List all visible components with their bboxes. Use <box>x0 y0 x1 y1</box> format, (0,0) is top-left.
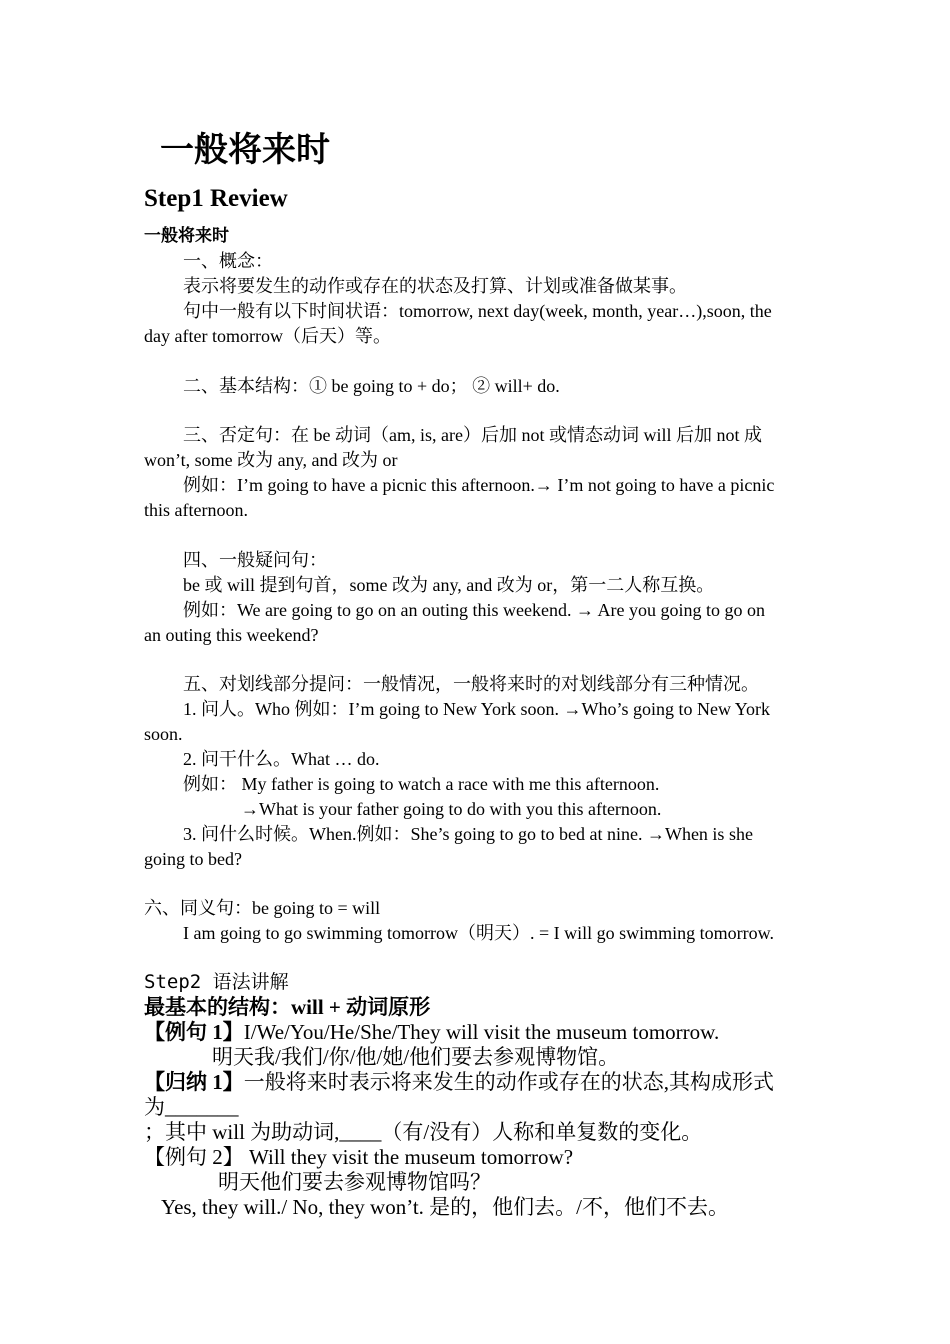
step2-heading: Step2 语法讲解 <box>144 971 289 993</box>
wh2-answer: →What is your father going to do with you this afternoon. <box>241 799 662 819</box>
example2-answer: Yes, they will./ No, they won’t. 是的，他们去。/不，他们不去。 <box>161 1195 729 1219</box>
time-adverbials-line2: day after tomorrow（后天）等。 <box>144 326 391 346</box>
step2-structure: 最基本的结构：will + 动词原形 <box>144 995 431 1019</box>
example2-text: Will they visit the museum tomorrow? <box>243 1145 574 1169</box>
step1-subheading: 一般将来时 <box>144 226 229 246</box>
wh2-rule: 2. 问干什么。What … do. <box>183 749 380 769</box>
question-rule: be 或 will 提到句首，some 改为 any, and 改为 or，第一二人称互换。 <box>183 575 715 595</box>
example1-text: I/We/You/He/She/They will visit the museum tomorrow. <box>243 1020 720 1044</box>
synonym-label: 六、同义句：be going to = will <box>144 898 381 918</box>
negative-example-line1: 例如：I’m going to have a picnic this afternoon.→ I’m not going to have a picnic <box>183 475 775 495</box>
example2-label: 【例句 2】 <box>144 1145 244 1169</box>
summary1-label: 【归纳 1】 <box>144 1070 244 1094</box>
page-title: 一般将来时 <box>160 130 330 170</box>
summary1-text: 一般将来时表示将来发生的动作或存在的状态,其构成形式 <box>243 1070 774 1094</box>
negative-example-line2: this afternoon. <box>144 500 248 520</box>
question-example-line1: 例如：We are going to go on an outing this weekend. → Are you going to go on <box>183 600 765 620</box>
wh1-line2: soon. <box>144 724 183 744</box>
question-label: 四、一般疑问句： <box>183 550 327 570</box>
step1-heading: Step1 Review <box>144 185 288 212</box>
example2-translation: 明天他们要去参观博物馆吗？ <box>218 1170 491 1194</box>
concept-label: 一、概念： <box>183 251 273 271</box>
basic-structure: 二、基本结构：① be going to + do； ② will+ do. <box>183 376 560 396</box>
example2 <box>144 1145 573 1170</box>
wh2-example: 例如： My father is going to watch a race with me this afternoon. <box>183 774 660 794</box>
question-example-line2: an outing this weekend? <box>144 625 319 645</box>
concept-text: 表示将要发生的动作或存在的状态及打算、计划或准备做某事。 <box>183 276 687 296</box>
negative-line1: 三、否定句：在 be 动词（am, is, are）后加 not 或情态动词 will 后加 not 成 <box>183 425 762 445</box>
wh3-line2: going to bed? <box>144 849 242 869</box>
fill-blank-1: _______ <box>165 1095 239 1119</box>
fill-blank-2: ____ <box>339 1120 382 1144</box>
synonym-example: I am going to go swimming tomorrow（明天）. = I will go swimming tomorrow. <box>183 923 774 943</box>
example1-translation: 明天我/我们/你/他/她/他们要去参观博物馆。 <box>212 1045 620 1069</box>
negative-line2: won’t, some 改为 any, and 改为 or <box>144 450 398 470</box>
summary1-line3-text-b: （有/没有）人称和单复数的变化。 <box>381 1120 703 1144</box>
wh1-line1: 1. 问人。Who 例如：I’m going to New York soon. →Who’s going to New York <box>183 699 771 719</box>
summary1 <box>144 1070 774 1095</box>
wh3-line1: 3. 问什么时候。When.例如：She’s going to go to bed at nine. →When is she <box>183 824 753 844</box>
summary1-line3-text-a: ；其中 will 为助动词, <box>144 1120 340 1144</box>
wh-question-label: 五、对划线部分提问：一般情况，一般将来时的对划线部分有三种情况。 <box>183 674 759 694</box>
example1 <box>144 1020 719 1045</box>
summary1-prefix: 为 <box>144 1095 165 1119</box>
example1-label: 【例句 1】 <box>144 1020 244 1044</box>
summary1-line2 <box>144 1095 239 1120</box>
time-adverbials-line1: 句中一般有以下时间状语：tomorrow, next day(week, month, year…),soon, the <box>183 301 772 321</box>
summary1-line3 <box>144 1120 702 1145</box>
